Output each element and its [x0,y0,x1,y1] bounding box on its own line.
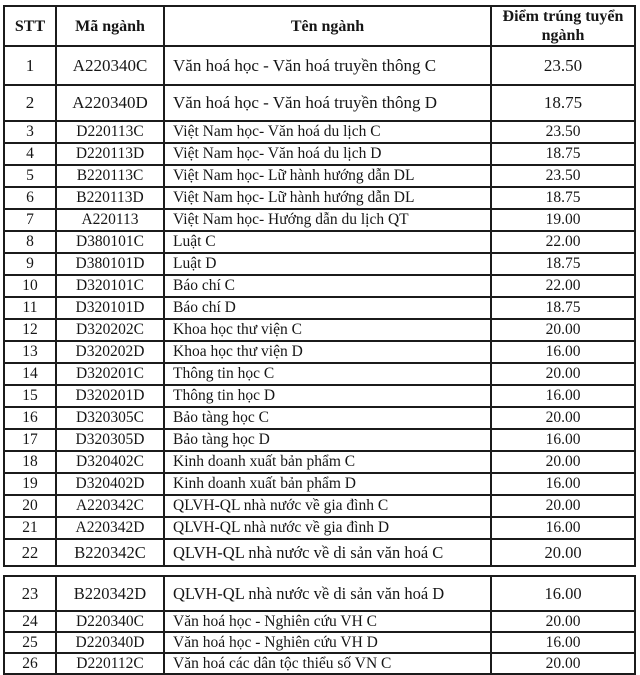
score-cell: 22.00 [491,275,635,297]
major-name-cell: Khoa học thư viện D [164,341,491,363]
score-cell: 20.00 [491,539,635,566]
major-code-cell: D320202C [56,319,164,341]
major-name-cell: Thông tin học C [164,363,491,385]
score-cell: 18.75 [491,85,635,121]
stt-cell: 23 [4,576,56,611]
table-row [4,187,635,209]
table-row [4,576,635,611]
major-name-cell: Văn hoá học - Nghiên cứu VH D [164,632,491,653]
major-name-cell: Luật D [164,253,491,275]
score-cell: 18.75 [491,187,635,209]
stt-cell: 13 [4,341,56,363]
major-name-cell: Thông tin học D [164,385,491,407]
table-body-upper [4,46,635,566]
major-code-cell: D220340D [56,632,164,653]
stt-cell: 22 [4,539,56,566]
table-row [4,495,635,517]
major-name-cell: Việt Nam học- Lữ hành hướng dẫn DL [164,187,491,209]
score-cell: 16.00 [491,429,635,451]
table-row [4,341,635,363]
major-name-cell: Văn hoá học - Nghiên cứu VH C [164,611,491,632]
major-code-cell: B220342C [56,539,164,566]
table-row [4,451,635,473]
major-code-cell: D220112C [56,653,164,674]
major-code-cell: D320202D [56,341,164,363]
stt-cell: 3 [4,121,56,143]
admission-score-table-lower [3,575,636,675]
stt-cell: 9 [4,253,56,275]
major-name-cell: Báo chí C [164,275,491,297]
major-name-cell: Kinh doanh xuất bản phẩm C [164,451,491,473]
score-cell: 16.00 [491,576,635,611]
table-row [4,611,635,632]
table-row [4,385,635,407]
score-cell: 20.00 [491,407,635,429]
major-code-cell: B220113C [56,165,164,187]
table-row [4,319,635,341]
table-row [4,121,635,143]
table-row [4,473,635,495]
stt-cell: 5 [4,165,56,187]
major-code-cell: D220113D [56,143,164,165]
major-code-cell: A220113 [56,209,164,231]
stt-cell: 10 [4,275,56,297]
major-name-cell: Việt Nam học- Hướng dẫn du lịch QT [164,209,491,231]
score-cell: 16.00 [491,473,635,495]
major-name-cell: Văn hoá học - Văn hoá truyền thông D [164,85,491,121]
score-cell: 23.50 [491,46,635,85]
score-cell: 16.00 [491,341,635,363]
table-row [4,539,635,566]
score-cell: 23.50 [491,121,635,143]
table-row [4,363,635,385]
table-row [4,253,635,275]
stt-cell: 26 [4,653,56,674]
major-name-cell: Việt Nam học- Văn hoá du lịch D [164,143,491,165]
table-row [4,407,635,429]
table-row [4,143,635,165]
table-row [4,46,635,85]
score-cell: 19.00 [491,209,635,231]
stt-cell: 11 [4,297,56,319]
score-cell: 16.00 [491,517,635,539]
major-name-cell: QLVH-QL nhà nước về di sản văn hoá D [164,576,491,611]
stt-cell: 16 [4,407,56,429]
col-header-stt: STT [4,6,56,46]
header-row [4,6,635,46]
major-name-cell: QLVH-QL nhà nước về gia đình C [164,495,491,517]
score-cell: 22.00 [491,231,635,253]
major-code-cell: D320101C [56,275,164,297]
table-row [4,517,635,539]
stt-cell: 25 [4,632,56,653]
stt-cell: 18 [4,451,56,473]
col-header-ten-nganh: Tên ngành [164,6,491,46]
major-name-cell: Kinh doanh xuất bản phẩm D [164,473,491,495]
stt-cell: 19 [4,473,56,495]
table-row [4,429,635,451]
stt-cell: 15 [4,385,56,407]
major-code-cell: D380101C [56,231,164,253]
stt-cell: 1 [4,46,56,85]
major-code-cell: A220342C [56,495,164,517]
major-name-cell: Báo chí D [164,297,491,319]
major-code-cell: A220340D [56,85,164,121]
major-name-cell: Khoa học thư viện C [164,319,491,341]
table-row [4,275,635,297]
score-cell: 20.00 [491,611,635,632]
score-cell: 20.00 [491,363,635,385]
major-code-cell: D380101D [56,253,164,275]
major-code-cell: D220340C [56,611,164,632]
major-name-cell: Việt Nam học- Văn hoá du lịch C [164,121,491,143]
major-name-cell: Bảo tàng học D [164,429,491,451]
table-row [4,231,635,253]
stt-cell: 21 [4,517,56,539]
score-cell: 20.00 [491,653,635,674]
col-header-ma-nganh: Mã ngành [56,6,164,46]
col-header-diem-trung-tuyen: Điểm trúng tuyển ngành [491,6,635,46]
major-name-cell: Luật C [164,231,491,253]
stt-cell: 12 [4,319,56,341]
stt-cell: 2 [4,85,56,121]
stt-cell: 20 [4,495,56,517]
major-name-cell: QLVH-QL nhà nước về di sản văn hoá C [164,539,491,566]
table-row [4,85,635,121]
stt-cell: 8 [4,231,56,253]
stt-cell: 24 [4,611,56,632]
score-cell: 20.00 [491,451,635,473]
score-cell: 16.00 [491,385,635,407]
stt-cell: 4 [4,143,56,165]
table-row [4,165,635,187]
major-code-cell: D320305C [56,407,164,429]
major-code-cell: D320305D [56,429,164,451]
major-code-cell: A220340C [56,46,164,85]
table-row [4,632,635,653]
score-cell: 20.00 [491,319,635,341]
major-code-cell: A220342D [56,517,164,539]
table-row [4,209,635,231]
stt-cell: 17 [4,429,56,451]
stt-cell: 14 [4,363,56,385]
major-name-cell: Văn hoá các dân tộc thiểu số VN C [164,653,491,674]
score-cell: 18.75 [491,143,635,165]
major-code-cell: D220113C [56,121,164,143]
major-code-cell: B220113D [56,187,164,209]
major-code-cell: D320201D [56,385,164,407]
score-cell: 16.00 [491,632,635,653]
stt-cell: 7 [4,209,56,231]
major-name-cell: Bảo tàng học C [164,407,491,429]
stt-cell: 6 [4,187,56,209]
admission-score-table-upper [3,5,636,567]
major-name-cell: QLVH-QL nhà nước về gia đình D [164,517,491,539]
major-code-cell: B220342D [56,576,164,611]
major-name-cell: Văn hoá học - Văn hoá truyền thông C [164,46,491,85]
score-cell: 23.50 [491,165,635,187]
table-row [4,297,635,319]
score-cell: 18.75 [491,297,635,319]
major-code-cell: D320402C [56,451,164,473]
major-name-cell: Việt Nam học- Lữ hành hướng dẫn DL [164,165,491,187]
score-cell: 20.00 [491,495,635,517]
major-code-cell: D320101D [56,297,164,319]
table-body-lower [4,576,635,674]
score-cell: 18.75 [491,253,635,275]
table-row [4,653,635,674]
major-code-cell: D320201C [56,363,164,385]
major-code-cell: D320402D [56,473,164,495]
